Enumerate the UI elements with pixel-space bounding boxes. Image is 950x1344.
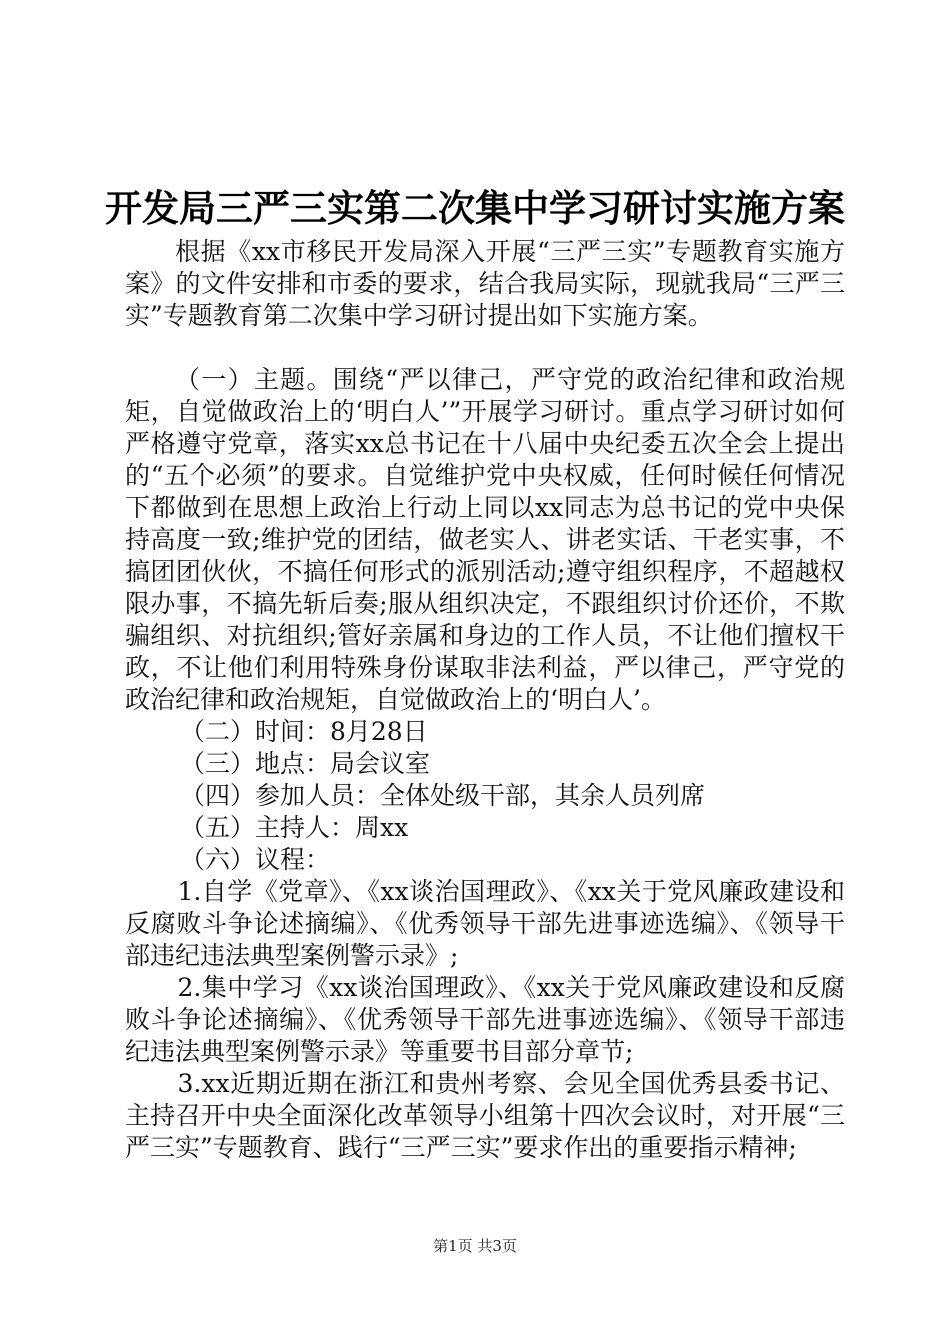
section-agenda-heading: （六）议程： [180, 845, 331, 874]
section-time: （二）时间：8月28日 [180, 717, 428, 746]
paragraph-spacer [125, 332, 845, 364]
document-body [125, 236, 845, 1164]
agenda-item-1: 1.自学《党章》、《xx谈治国理政》、《xx关于党风廉政建设和反腐败斗争论述摘编》、《优秀领导干部先进事迹选编》、《领导干部违纪违法典型案例警示录》; [125, 877, 845, 970]
section-location: （三）地点：局会议室 [180, 749, 431, 778]
section-theme-paragraph: （一）主题。围绕“严以律己，严守党的政治纪律和政治规矩，自觉做政治上的‘明白人’”开展学习研讨。重点学习研讨如何严格遵守党章，落实xx总书记在十八届中央纪委五次全会上提出的“五个必须”的要求。自觉维护党中央权威，任何时候任何情况下都做到在思想上政治上行动上同以xx同志为总书记的党中央保持高度一致;维护党的团结，做老实人、讲老实话、干老实事，不搞团团伙伙，不搞任何形式的派别活动;遵守组织程序，不超越权限办事，不搞先斩后奏;服从组织决定，不跟组织讨价还价，不欺骗组织、对抗组织;管好亲属和身边的工作人员，不让他们擅权干政，不让他们利用特殊身份谋取非法利益，严以律己，严守党的政治纪律和政治规矩，自觉做政治上的‘明白人’。 [125, 365, 845, 714]
agenda-item-2: 2.集中学习《xx谈治国理政》、《xx关于党风廉政建设和反腐败斗争论述摘编》、《优秀领导干部先进事迹选编》、《领导干部违纪违法典型案例警示录》等重要书目部分章节; [125, 973, 845, 1066]
section-host: （五）主持人：周xx [180, 813, 409, 842]
intro-paragraph: 根据《xx市移民开发局深入开展“三严三实”专题教育实施方案》的文件安排和市委的要求，结合我局实际，现就我局“三严三实”专题教育第二次集中学习研讨提出如下实施方案。 [125, 237, 845, 330]
section-participants: （四）参加人员：全体处级干部，其余人员列席 [180, 781, 706, 810]
agenda-item-3: 3.xx近期近期在浙江和贵州考察、会见全国优秀县委书记、主持召开中央全面深化改革领导小组第十四次会议时，对开展“三严三实”专题教育、践行“三严三实”要求作出的重要指示精神; [125, 1069, 845, 1162]
page-footer: 第1页 共3页 [433, 1237, 517, 1255]
document-title: 开发局三严三实第二次集中学习研讨实施方案 [105, 187, 845, 230]
